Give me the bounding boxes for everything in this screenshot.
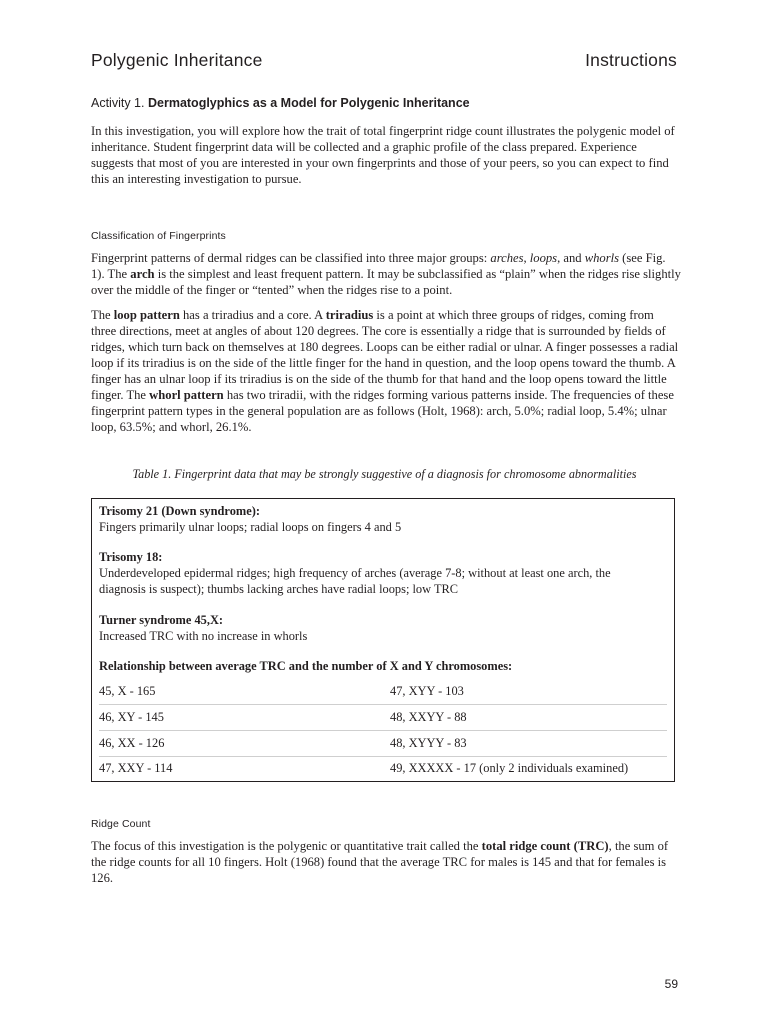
activity-heading — [91, 96, 470, 110]
row-divider — [99, 730, 667, 731]
trc-pair-right: 49, XXXXX - 17 (only 2 individuals examined) — [390, 761, 629, 775]
trc-pair-left: 47, XXY - 114 — [99, 761, 173, 775]
row-divider — [99, 704, 667, 705]
activity-prefix: Activity 1. — [91, 96, 145, 110]
trc-pair-right: 47, XYY - 103 — [390, 684, 464, 698]
trc-pair-right: 48, XXYY - 88 — [390, 710, 467, 724]
classification-heading: Classification of Fingerprints — [91, 230, 226, 242]
table-entry — [99, 503, 401, 535]
running-header-section: Instructions — [585, 50, 677, 70]
ridge-count-heading: Ridge Count — [91, 818, 151, 830]
row-divider — [99, 756, 667, 757]
entry-text: Underdeveloped epidermal ridges; high frequency of arches (average 7-8; without at least one arch, the diagnosis is suspect); thumbs lacking arches have radial loops; low TRC — [99, 566, 611, 596]
entry-label: Trisomy 21 (Down syndrome): — [99, 504, 260, 518]
activity-title: Dermatoglyphics as a Model for Polygenic Inheritance — [147, 96, 470, 110]
page-number: 59 — [664, 977, 678, 991]
entry-label: Turner syndrome 45,X: — [99, 613, 224, 627]
table-caption: Table 1. Fingerprint data that may be strongly suggestive of a diagnosis for chromosome abnormalities — [132, 467, 637, 481]
trc-pair-left: 46, XY - 145 — [99, 710, 164, 724]
trc-pair-left: 46, XX - 126 — [99, 736, 165, 750]
relationship-heading: Relationship between average TRC and the number of X and Y chromosomes: — [99, 659, 513, 673]
chromosome-table — [91, 498, 675, 782]
entry-text: Fingers primarily ulnar loops; radial loops on fingers 4 and 5 — [99, 520, 402, 534]
running-header-title: Polygenic Inheritance — [91, 50, 263, 70]
entry-label: Trisomy 18: — [99, 550, 163, 564]
intro-paragraph: In this investigation, you will explore how the trait of total fingerprint ridge count illustrates the polygenic model of inheritance. Student fingerprint data will be collected and a graphic profile of the class prepared. Experience suggests that most of you are interested in your own fingerprints and those of your peers, so you can expect to find this an interesting investigation to pursue. — [91, 124, 675, 186]
entry-text: Increased TRC with no increase in whorls — [99, 629, 308, 643]
trc-pair-left: 45, X - 165 — [99, 684, 156, 698]
ridge-count-paragraph: The focus of this investigation is the polygenic or quantitative trait called the total ridge count (TRC), the sum of the ridge counts for all 10 fingers. Holt (1968) found that the average TRC for males is 145 and that for females is 126. — [91, 839, 669, 885]
classification-paragraph-1: Fingerprint patterns of dermal ridges can be classified into three major groups: arches, loops, and whorls (see Fig. 1). The arch is the simplest and least frequent pattern. It may be subclassified as “plain” when the ridges rise slightly over the middle of the finger or “tented” when the ridges rise to a point. — [91, 251, 681, 297]
classification-paragraph-2: The loop pattern has a triradius and a core. A triradius is a point at which three groups of ridges, coming from three directions, meet at angles of about 120 degrees. The core is essentially a ridge that is surrounded by fields of ridges, which turn back on themselves at 180 degrees. Loops can be either radial or ulnar. A finger possesses a radial loop if its triradius is on the side of the little finger for the hand in question, and the loop opens toward the thumb. A finger has an ulnar loop if its triradius is on the side of the thumb for that hand and the loop opens toward the little finger. The whorl pattern has two triradii, with the ridges forming various patterns inside. The frequencies of these fingerprint pattern types in the general population are as follows (Holt, 1968): arch, 5.0%; radial loop, 5.4%; ulnar loop, 63.5%; and whorl, 26.1%. — [91, 308, 679, 434]
table-entry — [99, 612, 307, 644]
trc-pair-right: 48, XYYY - 83 — [390, 736, 467, 750]
table-entry — [99, 549, 659, 597]
